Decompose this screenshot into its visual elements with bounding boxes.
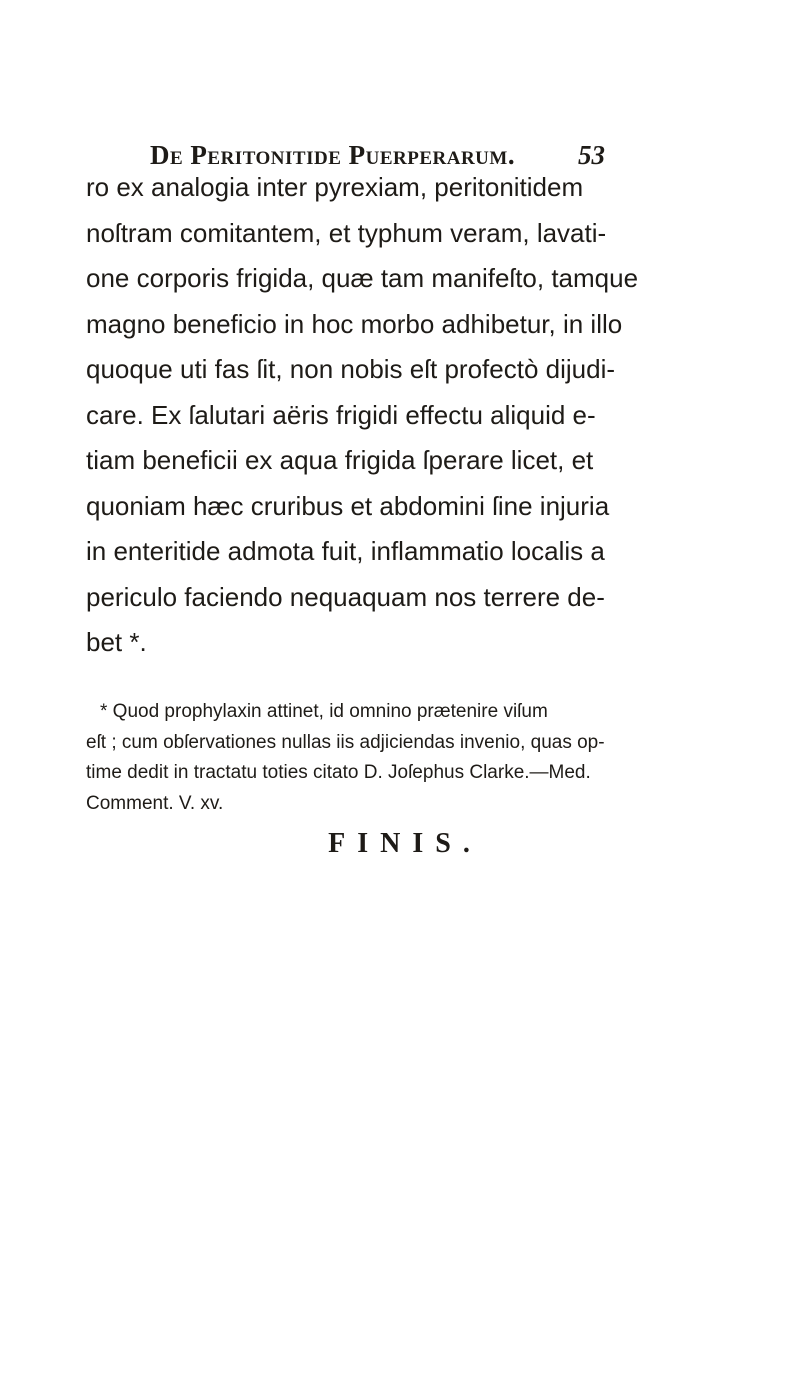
text-line: one corporis frigida, quæ tam manifeſto, tamque — [86, 263, 639, 293]
text-line: ro ex analogia inter pyrexiam, peritonitidem — [86, 172, 584, 202]
text-line: bet *. — [86, 627, 147, 657]
text-line: tiam beneficii ex aqua frigida ſperare licet, et — [86, 445, 594, 475]
page-number: 53 — [578, 140, 605, 170]
running-title: De Peritonitide Puerperarum. — [150, 140, 516, 170]
footnote-line: time dedit in tractatu toties citato D. Joſephus Clarke.—Med. — [86, 762, 591, 783]
footnote-line: * Quod prophylaxin attinet, id omnino prætenire viſum — [100, 701, 548, 722]
footnote-line: eſt ; cum obſervationes nullas iis adjiciendas invenio, quas op- — [86, 731, 605, 753]
main-text — [86, 165, 646, 666]
footnote-line: Comment. V. xv. — [86, 792, 224, 814]
text-line: quoniam hæc cruribus et abdomini ſine injuria — [86, 490, 610, 521]
text-line: quoque uti fas ſit, non nobis eſt profectò dijudi- — [86, 354, 616, 384]
footnote — [86, 697, 656, 819]
text-line: care. Ex ſalutari aëris frigidi effectu aliquid e- — [86, 399, 596, 430]
text-line: in enteritide admota fuit, inflammatio localis a — [86, 536, 605, 566]
finis-closing: FINIS. — [328, 828, 482, 859]
text-line: periculo faciendo nequaquam nos terrere de- — [86, 581, 605, 612]
text-line: noſtram comitantem, et typhum veram, lavati- — [86, 217, 607, 248]
text-line: magno beneficio in hoc morbo adhibetur, in illo — [86, 308, 623, 339]
